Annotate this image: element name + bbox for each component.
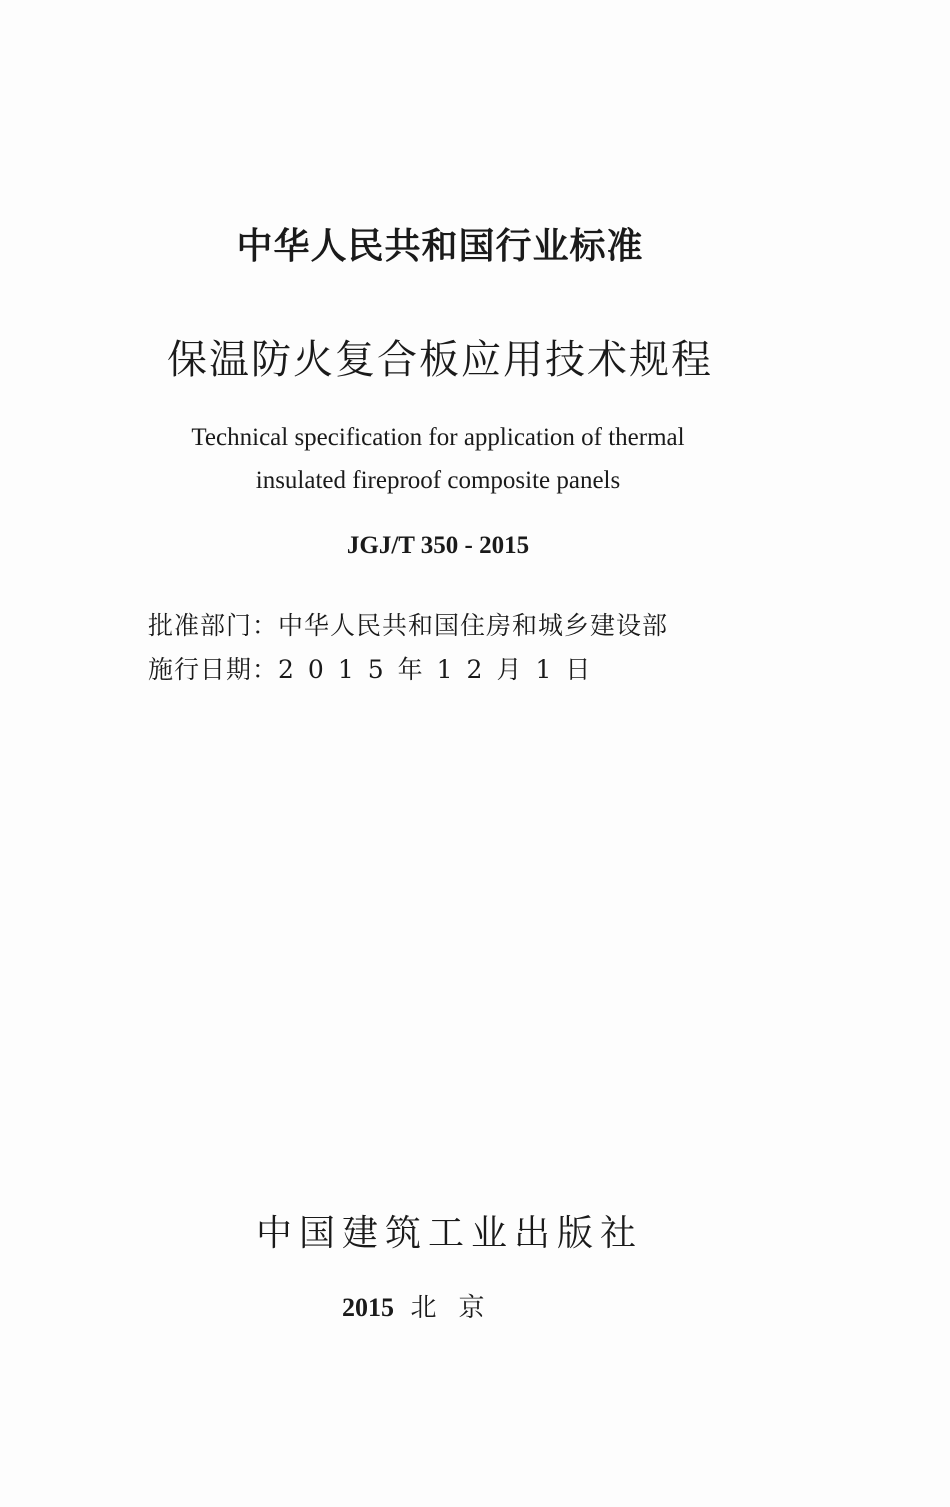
title-english-line-1: Technical specification for application of thermal xyxy=(191,424,685,451)
publication-year: 2015 xyxy=(342,1293,394,1322)
title-english xyxy=(0,416,876,502)
effective-value: 2015年12月1日 xyxy=(278,655,605,684)
standard-code: JGJ/T 350 - 2015 xyxy=(346,532,530,559)
effective-label: 施行日期： xyxy=(148,655,279,684)
publication-place xyxy=(342,1287,507,1324)
effective-date xyxy=(148,650,604,686)
title-chinese: 保温防火复合板应用技术规程 xyxy=(167,337,713,383)
title-english-line-2: insulated fireproof composite panels xyxy=(255,467,621,494)
publisher-name: 中国建筑工业出版社 xyxy=(256,1213,644,1254)
publication-city: 北京 xyxy=(410,1293,507,1323)
approval-label: 批准部门： xyxy=(148,611,279,640)
standard-category: 中华人民共和国行业标准 xyxy=(236,226,644,267)
approval-department xyxy=(148,606,668,642)
approval-value: 中华人民共和国住房和城乡建设部 xyxy=(278,611,669,640)
